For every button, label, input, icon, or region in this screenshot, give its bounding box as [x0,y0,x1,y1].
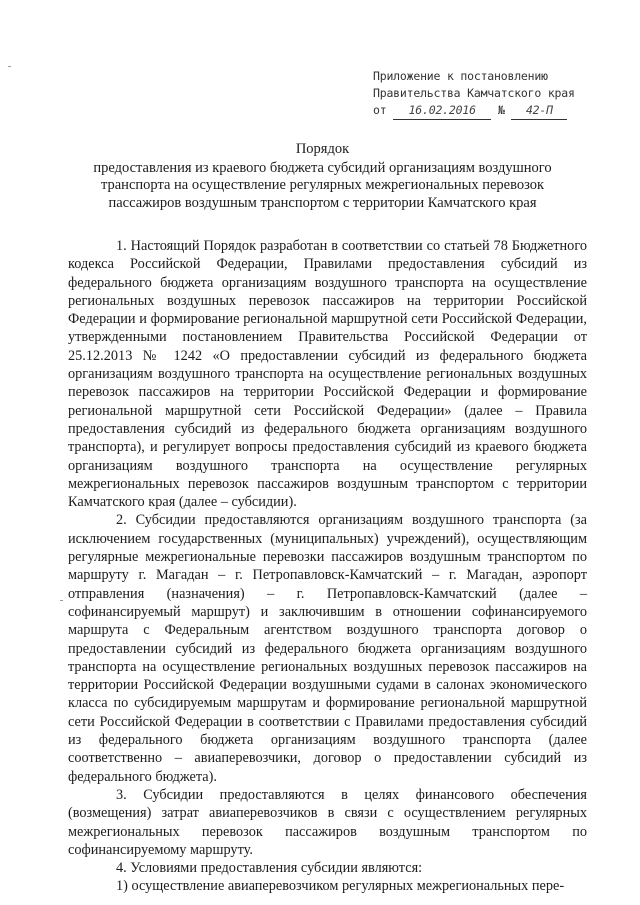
paragraph-3: 3. Субсидии предоставляются в целях финансового обеспечения (возмещения) затрат авиаперевозчиков в связи с осуществлением регулярных межрегиональных перевозок пассажиров воздушным транспортом по софинансируемому маршруту. [68,786,587,858]
scan-speck [60,600,63,601]
appendix-line-1: Приложение к постановлению [373,69,548,83]
paragraph-4: 4. Условиями предоставления субсидии являются: [116,860,423,877]
document-body [68,237,587,896]
appendix-date-row [373,102,623,120]
appendix-header [373,68,623,120]
decree-number: 42-П [511,102,567,120]
document-title [60,141,585,212]
paragraph-2: 2. Субсидии предоставляются организациям воздушного транспорта (за исключением государственных (муниципальных) учреждений), осуществляющим регулярные межрегиональные перевозки пассажиров воздушным транспортом по маршруту г. Магадан – г. Петропавловск-Камчатский – г. Магадан, аэропорт отправления (назначения) – г. Петропавловск-Камчатский (далее – софинансируемый маршрут) и заключившим в отношении софинансируемого маршрута с Федеральным агентством воздушного транспорта договор о предоставлении субсидий из федерального бюджета организациям воздушного транспорта на осуществление региональных воздушных перевозок пассажиров на территории Российской Федерации воздушными судами в салонах экономического класса по субсидируемым маршрутам и формирование региональной маршрутной сети Российской Федерации в соответствии с Правилами предоставления субсидий из федерального бюджета организациям воздушного транспорта (далее соответственно – авиаперевозчики, договор о предоставлении субсидий из федерального бюджета). [68,512,587,785]
scan-speck [8,66,11,67]
appendix-line-2: Правительства Камчатского края [373,86,575,100]
number-prefix: № [497,103,505,117]
title-line-4: пассажиров воздушным транспортом с территории Камчатского края [108,194,537,211]
paragraph-5: 1) осуществление авиаперевозчиком регулярных межрегиональных пере- [116,878,565,895]
title-line-2: предоставления из краевого бюджета субсидий организациям воздушного [93,159,552,176]
decree-date: 16.02.2016 [393,102,491,120]
title-line-3: транспорта на осуществление регулярных межрегиональных перевозок [100,177,545,193]
date-prefix: от [373,103,387,117]
title-line-1: Порядок [295,141,350,157]
paragraph-1: 1. Настоящий Порядок разработан в соответствии со статьей 78 Бюджетного кодекса Российской Федерации, Правилами предоставления субсидий из федерального бюджета организациям воздушного транспорта на осуществление региональных воздушных перевозок пассажиров на территории Российской Федерации и формирование региональной маршрутной сети Российской Федерации, утвержденными постановлением Правительства Российской Федерации от 25.12.2013 № 1242 «О предоставлении субсидий из федерального бюджета организациям воздушного транспорта на осуществление региональных воздушных перевозок пассажиров на территории Российской Федерации и формирование региональной маршрутной сети Российской Федерации» (далее – Правила предоставления субсидий из федерального бюджета организациям воздушного транспорта), и регулирует вопросы предоставления субсидий из краевого бюджета организациям воздушного транспорта на осуществление регулярных межрегиональных перевозок пассажиров воздушным транспортом с территории Камчатского края (далее – субсидии). [68,238,587,511]
